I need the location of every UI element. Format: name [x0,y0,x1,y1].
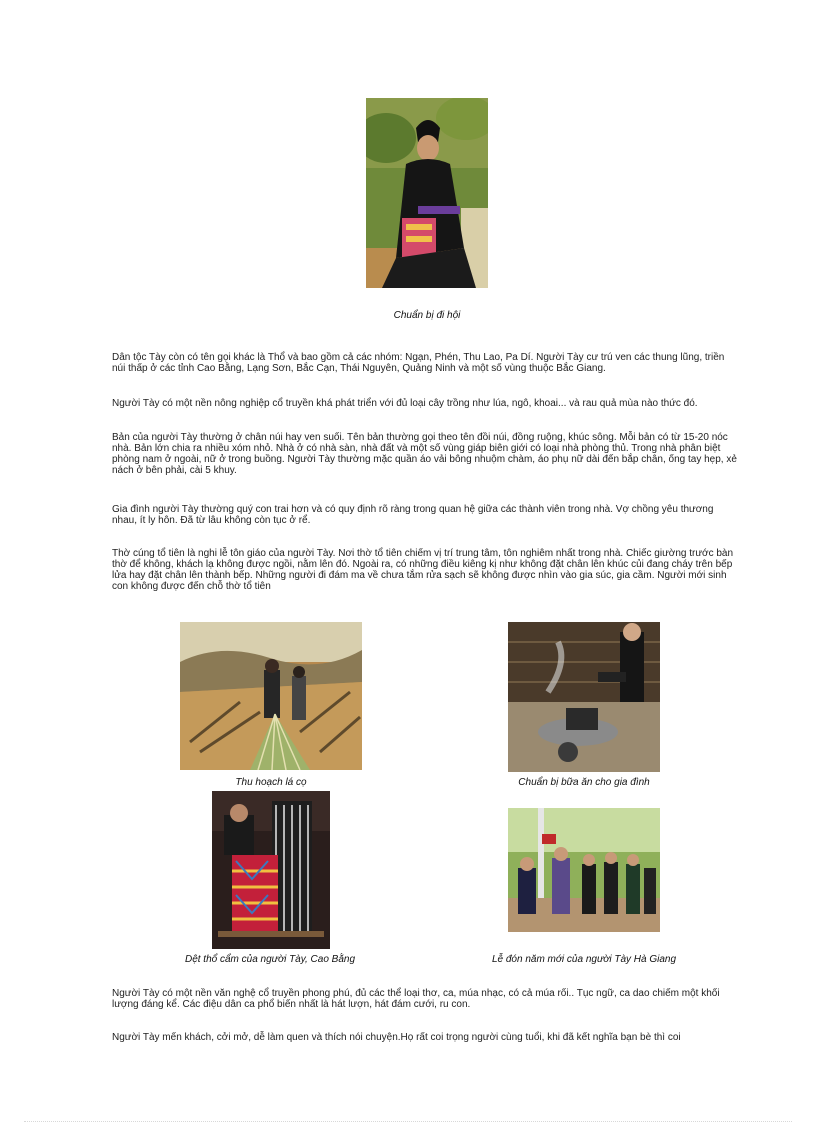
cooking-family-meal-photo [508,622,660,772]
page-footer-divider [24,1121,792,1122]
paragraph-2: Người Tày có một nền nông nghiệp cổ truyền khá phát triển với đủ loại cây trồng như lúa, ngô, khoai... và rau quả mùa nào thức đó. [112,398,698,409]
paragraph-7: Người Tày mến khách, cởi mở, dễ làm quen và thích nói chuyện.Họ rất coi trọng người cùng tuổi, khi đã kết nghĩa bạn bè thì coi [112,1032,681,1043]
paragraph-4: Gia đình người Tày thường quý con trai hơn và có quy định rõ ràng trong quan hệ giữa các thành viên trong nhà. Vợ chồng yêu thương nhau, ít ly hôn. Đã từ lâu không còn tục ở rể. [112,504,714,526]
figure-caption: Lễ đón năm mới của người Tày Hà Giang [491,954,677,965]
figure-caption: Chuẩn bị bữa ăn cho gia đình [518,777,650,788]
paragraph-3: Bản của người Tày thường ở chân núi hay ven suối. Tên bản thường gọi theo tên đồi núi, đồng ruộng, khúc sông. Mỗi bản có từ 15-20 nóc nhà. Bản lớn chia ra nhiều xóm nhỏ. Nhà ở có nhà sàn, nhà đất và một số vùng giáp biên giới có loại nhà phòng thủ. Trong nhà phân biệt phòng nam ở ngoài, nữ ở trong buồng. Người Tày thường mặc quần áo vải bông nhuộm chàm, áo phụ nữ dài đến bắp chân, ống tay hẹp, xẻ nách ở bên phải, cài 5 khuy. [112,432,737,476]
palm-leaf-harvest-photo [180,622,362,770]
paragraph-5: Thờ cúng tổ tiên là nghi lễ tôn giáo của người Tày. Nơi thờ tổ tiên chiếm vị trí trung tâm, tôn nghiêm nhất trong nhà. Chiếc giường trước bàn thờ để không, khách lạ không được ngồi, nằm lên đó. Ngoài ra, có những điều kiêng kị như không đặt chân lên khúc củi đang cháy trên bếp lửa hay đặt chân lên thành bếp. Những người đi đám ma về chưa tắm rửa sạch sẽ không được nhìn vào gia súc, gia cầm. Người mới sinh con không được đến chỗ thờ tổ tiên [112,548,734,592]
figure-caption: Chuẩn bị đi hội [393,310,461,321]
paragraph-6: Người Tày có một nền văn nghệ cổ truyền phong phú, đủ các thể loại thơ, ca, múa nhạc, có cả múa rối.. Tục ngữ, ca dao chiếm một khối lượng đáng kể. Các điệu dân ca phổ biến nhất là hát lượn, hát đám cưới, ru con. [112,988,720,1010]
brocade-weaving-photo [212,791,330,949]
woman-in-indigo-dress-photo [366,98,488,288]
new-year-festival-photo [508,808,660,932]
figure-caption: Thu hoạch lá cọ [235,777,307,788]
paragraph-1: Dân tộc Tày còn có tên gọi khác là Thổ và bao gồm cả các nhóm: Ngạn, Phén, Thu Lao, Pa Dí. Người Tày cư trú ven các thung lũng, triền núi thấp ở các tỉnh Cao Bằng, Lạng Sơn, Bắc Cạn, Thái Nguyên, Quảng Ninh và một số vùng thuộc Bắc Giang. [112,352,725,374]
figure-caption: Dệt thổ cẩm của người Tày, Cao Bằng [184,954,356,965]
